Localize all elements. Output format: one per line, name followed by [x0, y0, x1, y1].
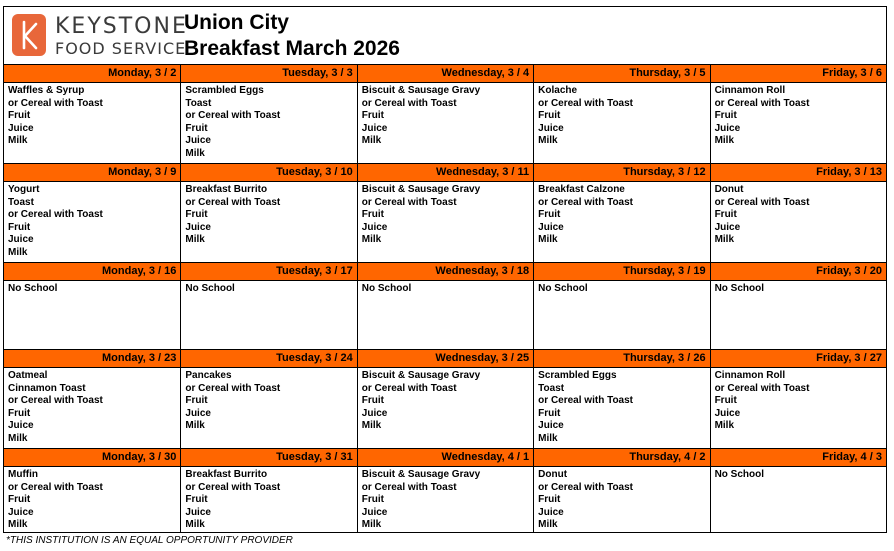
menu-item: Juice [538, 420, 564, 432]
menu-item: Milk [714, 234, 735, 246]
day-menu [181, 182, 356, 262]
menu-item: Yogurt [8, 184, 40, 195]
menu-item: Milk [538, 234, 558, 246]
menu-title: Breakfast March 2026 [184, 37, 400, 60]
day-menu [4, 182, 180, 262]
day-header: Thursday, 3 / 12 [534, 164, 709, 182]
day-cell [357, 449, 533, 533]
day-header: Thursday, 3 / 19 [534, 263, 709, 281]
menu-item: Fruit [8, 221, 31, 233]
menu-item: Biscuit & Sausage Gravy [361, 184, 481, 195]
day-menu [4, 83, 180, 163]
menu-item: Juice [361, 407, 388, 419]
menu-item: Fruit [185, 209, 208, 221]
menu-item: Toast [8, 196, 34, 208]
day-header: Friday, 3 / 13 [711, 164, 886, 182]
menu-item: Breakfast Calzone [538, 184, 625, 195]
menu-item: or Cereal with Toast [538, 97, 634, 109]
menu-item: or Cereal with Toast [538, 196, 634, 208]
day-menu [181, 83, 356, 163]
menu-item: Fruit [538, 494, 561, 506]
day-menu [534, 467, 709, 533]
day-menu [358, 281, 533, 349]
logo-text-secondary: FOOD SERVICE [55, 39, 187, 58]
menu-item: Fruit [538, 110, 561, 122]
day-cell [533, 263, 709, 349]
day-menu [358, 83, 533, 163]
day-cell [4, 449, 180, 533]
keystone-logo [9, 12, 188, 62]
menu-item: Oatmeal [8, 370, 48, 381]
day-cell [533, 350, 709, 448]
day-menu [534, 182, 709, 262]
menu-item: Milk [538, 135, 558, 147]
menu-item: Juice [714, 122, 741, 134]
menu-item: Fruit [361, 209, 384, 221]
menu-item: Fruit [538, 407, 561, 419]
day-menu [181, 467, 356, 533]
menu-item: Biscuit & Sausage Gravy [361, 85, 481, 96]
day-header: Tuesday, 3 / 10 [181, 164, 356, 182]
day-cell [357, 350, 533, 448]
day-header: Tuesday, 3 / 31 [181, 449, 356, 467]
day-menu [534, 368, 709, 448]
day-cell [533, 65, 709, 163]
equal-opportunity-notice: *THIS INSTITUTION IS AN EQUAL OPPORTUNITY PROVIDER [6, 535, 293, 546]
menu-item: Breakfast Burrito [185, 469, 268, 480]
menu-item: Muffin [8, 469, 38, 480]
day-header: Wednesday, 3 / 25 [358, 350, 533, 368]
day-header: Tuesday, 3 / 24 [181, 350, 356, 368]
menu-item: Donut [538, 469, 568, 480]
menu-item: Cinnamon Roll [714, 85, 786, 96]
day-menu [711, 281, 886, 349]
menu-item: or Cereal with Toast [8, 97, 103, 109]
day-header: Tuesday, 3 / 17 [181, 263, 356, 281]
menu-item: or Cereal with Toast [361, 196, 457, 208]
menu-item: Juice [361, 122, 388, 134]
menu-item: or Cereal with Toast [8, 481, 103, 493]
menu-item: Juice [361, 506, 388, 518]
menu-item: Fruit [714, 209, 737, 221]
day-menu [358, 467, 533, 533]
menu-item: Fruit [361, 110, 384, 122]
menu-item: Juice [8, 420, 34, 432]
day-header: Friday, 3 / 20 [711, 263, 886, 281]
menu-item: Juice [8, 234, 34, 246]
menu-item: or Cereal with Toast [185, 196, 281, 208]
day-cell [533, 449, 709, 533]
menu-item: Juice [8, 122, 34, 134]
menu-item: Waffles & Syrup [8, 85, 85, 96]
menu-item: Fruit [538, 209, 561, 221]
day-menu [4, 281, 180, 349]
day-menu [358, 182, 533, 262]
menu-item: or Cereal with Toast [714, 382, 810, 394]
day-cell [4, 164, 180, 262]
menu-item: Juice [538, 221, 564, 233]
menu-item: Fruit [714, 110, 737, 122]
day-header: Monday, 3 / 2 [4, 65, 180, 83]
day-cell [710, 164, 886, 262]
logo-text-primary: KEYSTONE [55, 14, 188, 39]
day-menu [358, 368, 533, 448]
menu-item: Milk [361, 519, 382, 531]
menu-item: No School [714, 283, 765, 294]
menu-item: or Cereal with Toast [8, 209, 103, 221]
menu-item: Scrambled Eggs [185, 85, 264, 96]
day-menu [711, 467, 886, 533]
menu-item: Fruit [185, 122, 208, 134]
menu-item: Milk [8, 246, 28, 258]
week-row [4, 262, 886, 349]
menu-item: No School [714, 469, 765, 480]
day-header: Wednesday, 3 / 18 [358, 263, 533, 281]
menu-item: Milk [714, 420, 735, 432]
menu-item: or Cereal with Toast [538, 395, 634, 407]
day-cell [4, 350, 180, 448]
day-menu [534, 281, 709, 349]
menu-item: or Cereal with Toast [185, 110, 281, 122]
day-cell [180, 350, 356, 448]
day-menu [711, 83, 886, 163]
day-cell [710, 65, 886, 163]
menu-item: No School [538, 283, 588, 294]
menu-item: Toast [538, 382, 565, 394]
week-row [4, 163, 886, 262]
day-header: Thursday, 4 / 2 [534, 449, 709, 467]
menu-item: Juice [714, 221, 741, 233]
day-header: Tuesday, 3 / 3 [181, 65, 356, 83]
menu-item: Juice [361, 221, 388, 233]
day-cell [710, 350, 886, 448]
day-header: Wednesday, 3 / 11 [358, 164, 533, 182]
menu-item: Pancakes [185, 370, 232, 381]
menu-item: Fruit [185, 494, 208, 506]
day-cell [710, 263, 886, 349]
menu-sheet [3, 6, 887, 533]
day-menu [711, 182, 886, 262]
menu-item: or Cereal with Toast [714, 97, 810, 109]
menu-item: Milk [8, 135, 28, 147]
day-menu [711, 368, 886, 448]
menu-item: Juice [714, 407, 741, 419]
day-cell [180, 65, 356, 163]
menu-item: Fruit [8, 494, 31, 506]
day-header: Friday, 4 / 3 [711, 449, 886, 467]
day-menu [534, 83, 709, 163]
day-header: Friday, 3 / 27 [711, 350, 886, 368]
day-menu [181, 368, 356, 448]
menu-item: Fruit [8, 110, 31, 122]
day-cell [180, 449, 356, 533]
day-cell [4, 65, 180, 163]
menu-item: Milk [361, 420, 382, 432]
day-cell [533, 164, 709, 262]
menu-item: or Cereal with Toast [361, 382, 457, 394]
menu-item: Breakfast Burrito [185, 184, 268, 195]
keystone-k-icon [12, 14, 46, 56]
menu-item: Milk [538, 432, 558, 444]
day-header: Wednesday, 3 / 4 [358, 65, 533, 83]
menu-item: Cinnamon Roll [714, 370, 786, 381]
menu-item: Cinnamon Toast [8, 382, 86, 394]
menu-item: Milk [185, 147, 205, 159]
menu-item: Milk [185, 519, 205, 531]
menu-item: or Cereal with Toast [185, 382, 281, 394]
day-header: Monday, 3 / 9 [4, 164, 180, 182]
menu-item: Milk [185, 234, 205, 246]
menu-item: Milk [8, 519, 28, 531]
menu-item: Scrambled Eggs [538, 370, 617, 381]
day-header: Thursday, 3 / 26 [534, 350, 709, 368]
day-header: Thursday, 3 / 5 [534, 65, 709, 83]
menu-item: Juice [185, 506, 211, 518]
menu-item: Milk [714, 135, 735, 147]
menu-item: Milk [185, 420, 205, 432]
menu-item: Milk [361, 234, 382, 246]
day-cell [357, 263, 533, 349]
day-cell [357, 164, 533, 262]
menu-item: Juice [538, 122, 564, 134]
menu-item: Milk [8, 432, 28, 444]
week-row [4, 349, 886, 448]
day-menu [181, 281, 356, 349]
menu-item: No School [185, 283, 235, 294]
day-header: Monday, 3 / 30 [4, 449, 180, 467]
day-header: Friday, 3 / 6 [711, 65, 886, 83]
district-title: Union City [184, 11, 289, 34]
day-cell [710, 449, 886, 533]
menu-item: Fruit [185, 395, 208, 407]
menu-item: Kolache [538, 85, 578, 96]
menu-item: Milk [538, 519, 558, 531]
menu-item: Fruit [714, 395, 737, 407]
menu-item: Biscuit & Sausage Gravy [361, 370, 481, 381]
day-menu [4, 467, 180, 533]
menu-item: or Cereal with Toast [714, 196, 810, 208]
menu-item: Toast [185, 97, 212, 109]
menu-item: No School [8, 283, 58, 294]
day-cell [4, 263, 180, 349]
menu-header [4, 7, 886, 65]
menu-item: Fruit [361, 395, 384, 407]
day-header: Monday, 3 / 16 [4, 263, 180, 281]
menu-item: or Cereal with Toast [8, 395, 103, 407]
menu-item: or Cereal with Toast [538, 481, 634, 493]
menu-item: or Cereal with Toast [361, 97, 457, 109]
day-cell [357, 65, 533, 163]
day-cell [180, 263, 356, 349]
menu-item: Fruit [8, 407, 31, 419]
calendar-grid [4, 65, 886, 533]
menu-item: or Cereal with Toast [361, 481, 457, 493]
menu-item: Donut [714, 184, 744, 195]
menu-item: Fruit [361, 494, 384, 506]
day-header: Monday, 3 / 23 [4, 350, 180, 368]
menu-item: Juice [185, 221, 211, 233]
menu-item: Biscuit & Sausage Gravy [361, 469, 481, 480]
menu-item: No School [361, 283, 412, 294]
day-header: Wednesday, 4 / 1 [358, 449, 533, 467]
week-row [4, 448, 886, 533]
week-row [4, 65, 886, 163]
menu-item: Milk [361, 135, 382, 147]
day-menu [4, 368, 180, 448]
menu-item: Juice [8, 506, 34, 518]
day-cell [180, 164, 356, 262]
menu-item: Juice [538, 506, 564, 518]
menu-item: Juice [185, 135, 211, 147]
menu-item: Juice [185, 407, 211, 419]
menu-item: or Cereal with Toast [185, 481, 281, 493]
